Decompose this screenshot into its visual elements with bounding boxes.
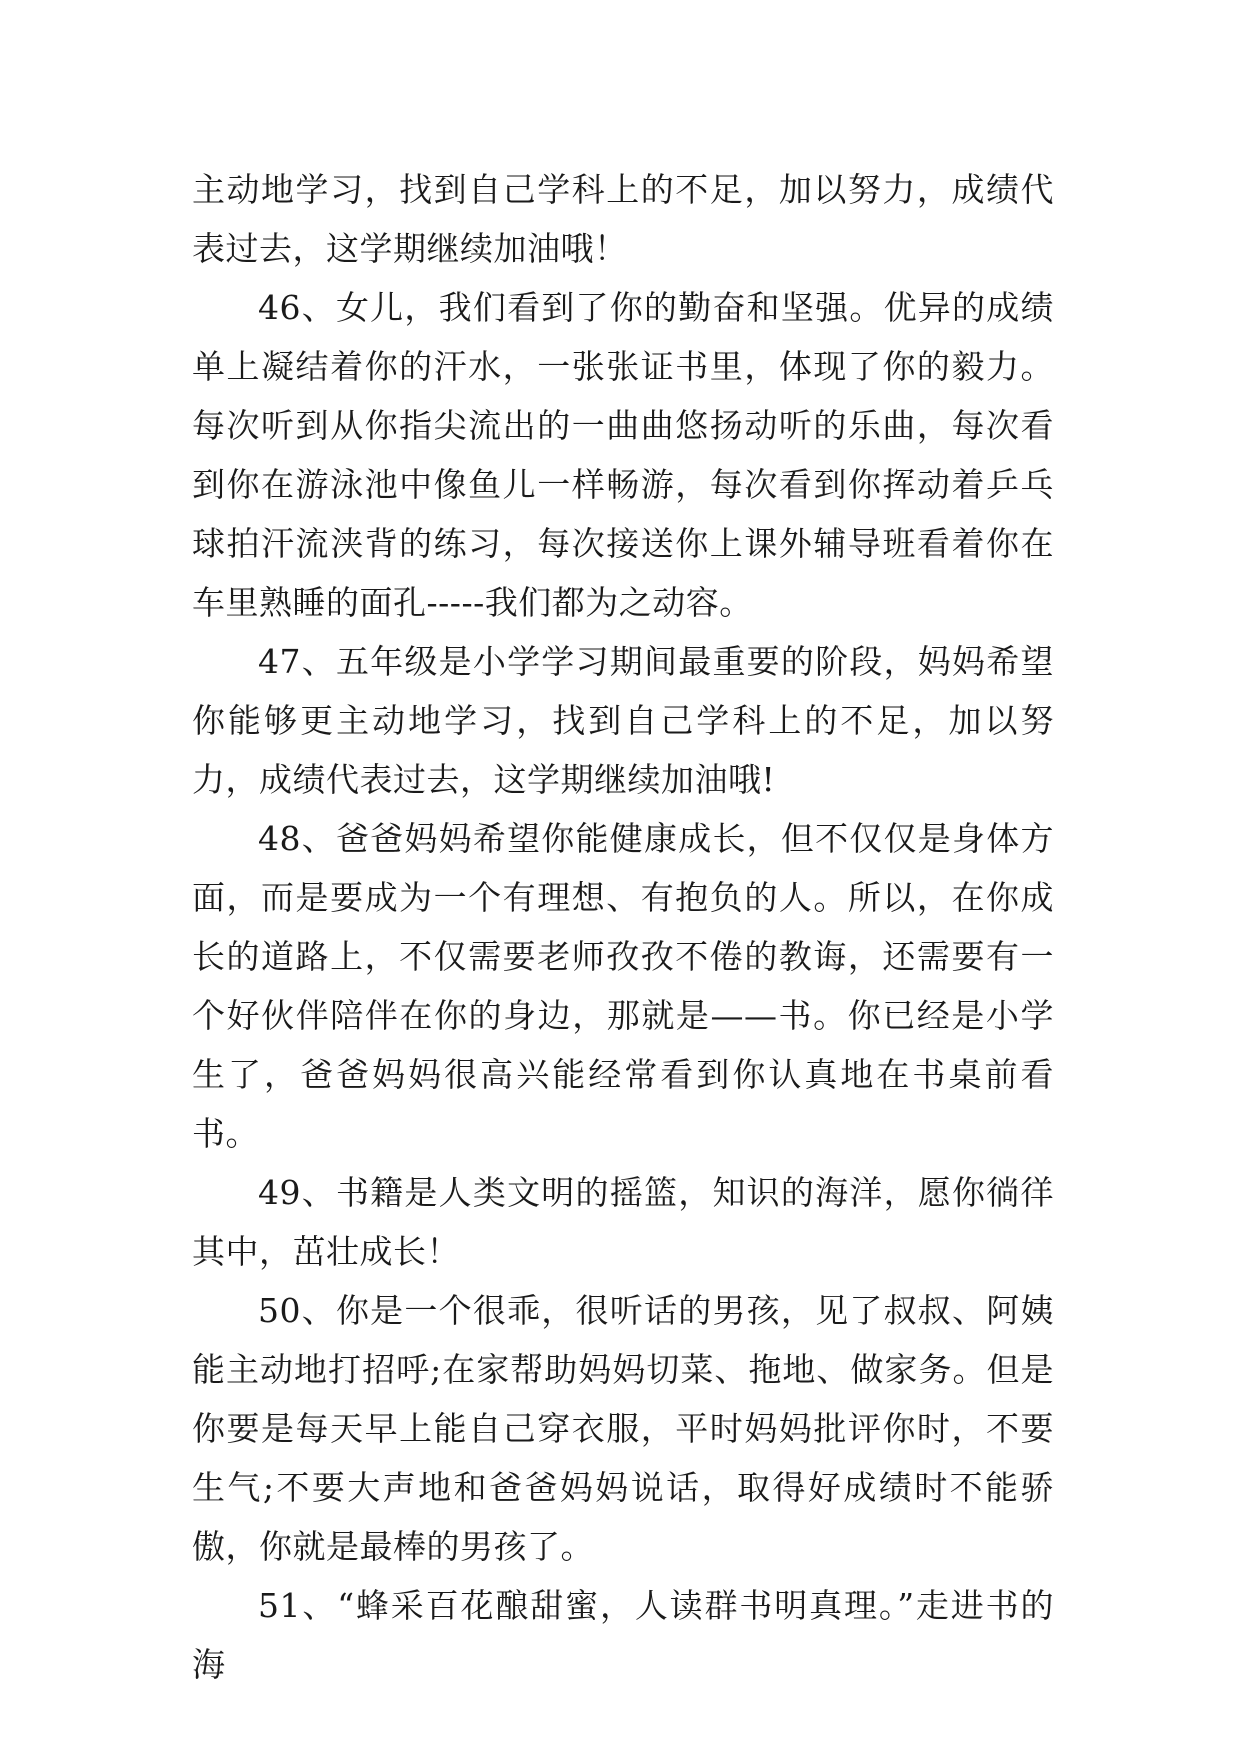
paragraph-continued: 主动地学习，找到自己学科上的不足，加以努力，成绩代表过去，这学期继续加油哦！ — [192, 170, 1054, 268]
paragraph-49: 49、书籍是人类文明的摇篮，知识的海洋，愿你徜徉其中，茁壮成长！ — [192, 1173, 1054, 1271]
paragraph-51: 51、“蜂采百花酿甜蜜，人读群书明真理。”走进书的海 — [192, 1586, 1054, 1684]
document-body — [192, 160, 1054, 1694]
paragraph-46: 46、女儿，我们看到了你的勤奋和坚强。优异的成绩单上凝结着你的汗水，一张张证书里，体现了你的毅力。每次听到从你指尖流出的一曲曲悠扬动听的乐曲，每次看到你在游泳池中像鱼儿一样畅游，每次看到你挥动着乒乓球拍汗流浃背的练习，每次接送你上课外辅导班看着你在车里熟睡的面孔-----我们都为之动容。 — [192, 288, 1054, 622]
paragraph-48: 48、爸爸妈妈希望你能健康成长，但不仅仅是身体方面，而是要成为一个有理想、有抱负的人。所以，在你成长的道路上，不仅需要老师孜孜不倦的教诲，还需要有一个好伙伴陪伴在你的身边，那就是——书。你已经是小学生了，爸爸妈妈很高兴能经常看到你认真地在书桌前看书。 — [192, 819, 1054, 1153]
paragraph-47: 47、五年级是小学学习期间最重要的阶段，妈妈希望你能够更主动地学习，找到自己学科上的不足，加以努力，成绩代表过去，这学期继续加油哦! — [192, 642, 1054, 799]
paragraph-50: 50、你是一个很乖，很听话的男孩，见了叔叔、阿姨能主动地打招呼;在家帮助妈妈切菜、拖地、做家务。但是你要是每天早上能自己穿衣服，平时妈妈批评你时，不要生气;不要大声地和爸爸妈妈说话，取得好成绩时不能骄傲，你就是最棒的男孩了。 — [192, 1291, 1054, 1566]
